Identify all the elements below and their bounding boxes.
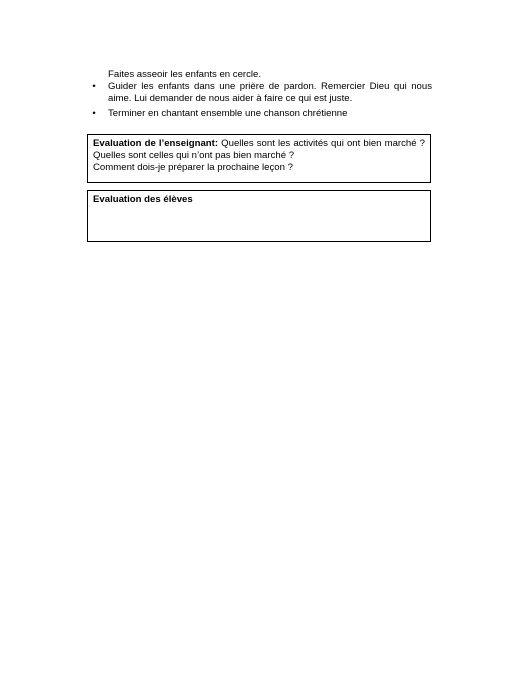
teacher-evaluation-heading: Evaluation de l’enseignant:	[93, 138, 219, 149]
bullet-marker: •	[92, 81, 96, 92]
bullet-item-song	[89, 108, 432, 120]
student-evaluation-box	[87, 190, 431, 242]
teacher-evaluation-box	[87, 134, 431, 183]
intro-line: Faites asseoir les enfants en cercle.	[108, 69, 262, 80]
teacher-evaluation-paragraph	[93, 138, 425, 162]
bullet-marker: •	[92, 108, 96, 119]
bullet-text-song: Terminer en chantant ensemble une chanson chrétienne	[108, 108, 348, 119]
teacher-evaluation-question-1: Quelles sont les activités qui ont bien marché ? Quelles sont celles qui n’ont pas bien marché ?	[93, 138, 425, 161]
bullet-item-prayer	[89, 81, 432, 105]
bullet-text-prayer: Guider les enfants dans une prière de pardon. Remercier Dieu qui nous aime. Lui demander de nous aider à faire ce qui est juste.	[108, 81, 432, 104]
student-evaluation-heading: Evaluation des élèves	[93, 194, 193, 205]
activity-bullet-list	[89, 81, 432, 123]
teacher-evaluation-question-2: Comment dois-je préparer la prochaine leçon ?	[93, 162, 293, 173]
